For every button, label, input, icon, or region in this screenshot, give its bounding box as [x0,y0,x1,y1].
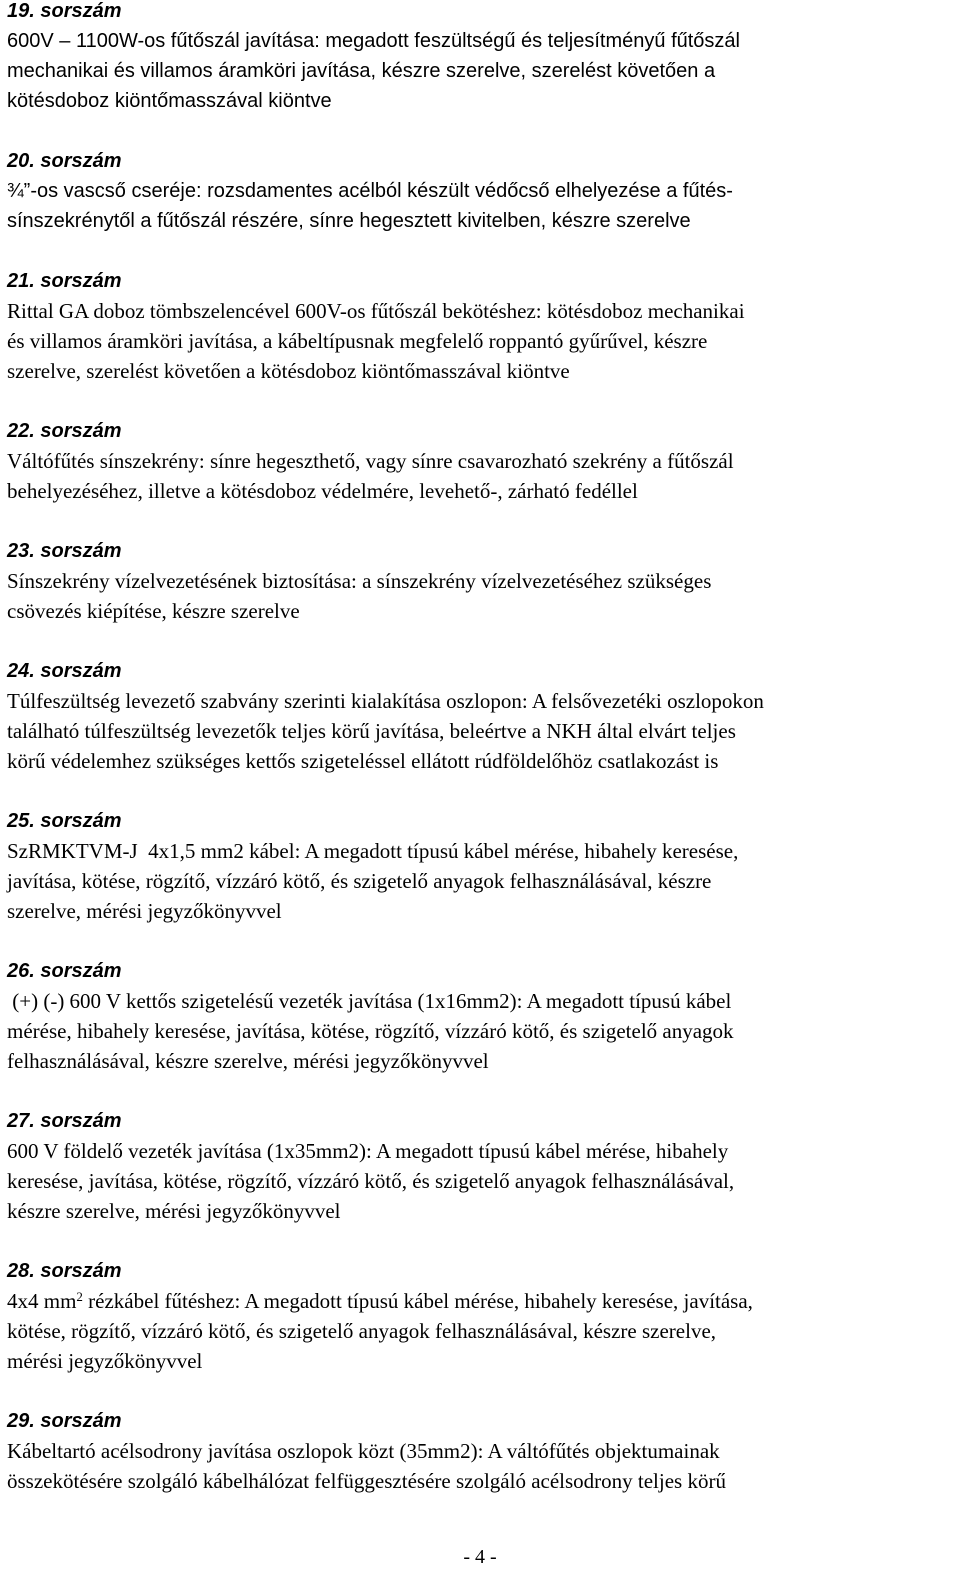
item-29 [7,1406,947,1496]
text-line: felhasználásával, készre szerelve, mérési jegyzőkönyvvel [7,1049,489,1073]
text-line: Rittal GA doboz tömbszelencével 600V-os fűtőszál bekötéshez: kötésdoboz mechanikai [7,299,745,323]
item-heading: 23. sorszám [7,540,122,562]
document-page [7,0,947,1526]
text-line: ¾”-os vascső cseréje: rozsdamentes acélból készült védőcső elhelyezése a fűtés- [7,180,733,202]
item-25 [7,806,947,926]
text-line: javítása, kötése, rögzítő, vízzáró kötő, és szigetelő anyagok felhasználásával, készre [7,869,712,893]
item-27 [7,1106,947,1226]
item-description [7,986,947,1076]
item-heading: 25. sorszám [7,810,122,832]
item-description [7,1286,947,1376]
item-23 [7,536,947,626]
item-description [7,296,947,386]
item-heading: 24. sorszám [7,660,122,682]
text-segment: rézkábel fűtéshez: A megadott típusú kábel mérése, hibahely keresése, javítása, [88,1289,753,1313]
text-line: kötésdoboz kiöntőmasszával kiöntve [7,90,332,112]
text-line: kötése, rögzítő, vízzáró kötő, és szigetelő anyagok felhasználásával, készre szerelve, [7,1319,717,1343]
text-line: SzRMKTVM-J 4x1,5 mm2 kábel: A megadott típusú kábel mérése, hibahely keresése, [7,839,739,863]
item-20 [7,146,947,236]
text-line: keresése, javítása, kötése, rögzítő, vízzáró kötő, és szigetelő anyagok felhasználásával, [7,1169,735,1193]
text-line: 600 V földelő vezeték javítása (1x35mm2): A megadott típusú kábel mérése, hibahely [7,1139,729,1163]
item-heading: 19. sorszám [7,0,122,22]
text-line: szerelve, mérési jegyzőkönyvvel [7,899,282,923]
text-line: (+) (-) 600 V kettős szigetelésű vezeték javítása (1x16mm2): A megadott típusú kábel [7,989,732,1013]
item-heading: 26. sorszám [7,960,122,982]
item-26 [7,956,947,1076]
item-description [7,1436,947,1496]
text-line: csövezés kiépítése, készre szerelve [7,599,300,623]
unit-exponent: 2 [76,1288,83,1304]
text-line: behelyezéséhez, illetve a kötésdoboz védelmére, levehető-, zárható fedéllel [7,479,638,503]
text-line: 600V – 1100W-os fűtőszál javítása: megadott feszültségű és teljesítményű fűtőszál [7,30,740,52]
item-heading: 21. sorszám [7,270,122,292]
item-description [7,26,947,116]
item-description [7,686,947,776]
item-heading: 28. sorszám [7,1260,122,1282]
page-number: - 4 - [463,1546,497,1568]
item-28 [7,1256,947,1376]
item-description [7,176,947,236]
text-line: található túlfeszültség levezetők teljes körű javítása, beleértve a NKH által elvárt teljes [7,719,736,743]
item-description [7,836,947,926]
item-description [7,1136,947,1226]
item-22 [7,416,947,506]
text-line: Túlfeszültség levezető szabvány szerinti kialakítása oszlopon: A felsővezetéki oszlopokon [7,689,764,713]
text-line: mérési jegyzőkönyvvel [7,1349,203,1373]
text-line: mérése, hibahely keresése, javítása, kötése, rögzítő, vízzáró kötő, és szigetelő anyagok [7,1019,734,1043]
item-19 [7,0,947,116]
text-line: és villamos áramköri javítása, a kábeltípusnak megfelelő roppantó gyűrűvel, készre [7,329,708,353]
item-21 [7,266,947,386]
text-line: Váltófűtés sínszekrény: sínre hegeszthető, vagy sínre csavarozható szekrény a fűtőszál [7,449,734,473]
item-heading: 20. sorszám [7,150,122,172]
item-heading: 27. sorszám [7,1110,122,1132]
text-line: Kábeltartó acélsodrony javítása oszlopok közt (35mm2): A váltófűtés objektumainak [7,1439,720,1463]
item-heading: 29. sorszám [7,1410,122,1432]
text-line: körű védelemhez szükséges kettős szigeteléssel ellátott rúdföldelőhöz csatlakozást is [7,749,719,773]
cable-size: 4x4 mm [7,1289,77,1313]
text-line [7,1286,947,1316]
text-line: készre szerelve, mérési jegyzőkönyvvel [7,1199,341,1223]
item-heading: 22. sorszám [7,420,122,442]
item-description [7,566,947,626]
text-line: Sínszekrény vízelvezetésének biztosítása: a sínszekrény vízelvezetéséhez szükséges [7,569,712,593]
text-line: összekötésére szolgáló kábelhálózat felfüggesztésére szolgáló acélsodrony teljes körű [7,1469,726,1493]
item-description [7,446,947,506]
text-line: szerelve, szerelést követően a kötésdoboz kiöntőmasszával kiöntve [7,359,570,383]
text-line: sínszekrénytől a fűtőszál részére, sínre hegesztett kivitelben, készre szerelve [7,210,691,232]
item-24 [7,656,947,776]
text-line: mechanikai és villamos áramköri javítása, készre szerelve, szerelést követően a [7,60,716,82]
